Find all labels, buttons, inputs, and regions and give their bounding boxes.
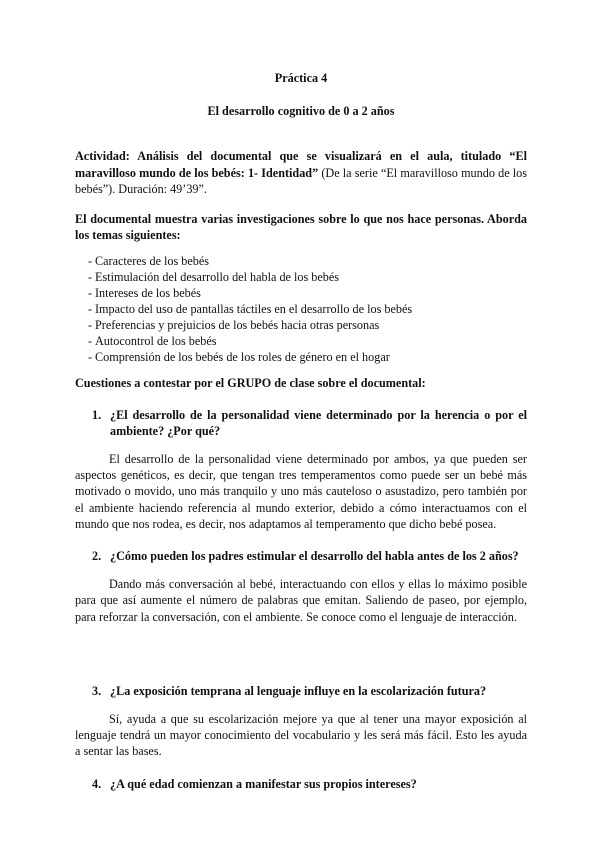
answer-3: Sí, ayuda a que su escolarización mejore ya que al tener una mayor exposición al lenguaje tendrá un mayor conocimiento del vocabulario y les será más fácil. Esto les ayuda a sentar las bases.	[75, 712, 527, 759]
list-item: - Estimulación del desarrollo del habla de los bebés	[88, 270, 340, 285]
list-item: - Autocontrol de los bebés	[88, 334, 217, 349]
topics-list	[75, 253, 527, 365]
list-item: - Caracteres de los bebés	[88, 254, 210, 269]
question-3	[75, 683, 527, 699]
question-text: ¿El desarrollo de la personalidad viene determinado por la herencia o por el ambiente? ¿Por qué?	[110, 407, 527, 438]
list-item: - Preferencias y prejuicios de los bebés hacia otras personas	[88, 318, 380, 333]
activity-paragraph	[75, 148, 527, 197]
question-text: ¿La exposición temprana al lenguaje influye en la escolarización futura?	[110, 683, 487, 698]
activity-detail: (De la serie “El maravilloso mundo de los bebés”). Duración: 49’39”.	[75, 165, 527, 196]
list-item: - Comprensión de los bebés de los roles de género en el hogar	[88, 350, 390, 365]
questions-heading: Cuestiones a contestar por el GRUPO de clase sobre el documental:	[75, 376, 426, 391]
list-marker: -	[88, 254, 93, 269]
list-marker: -	[88, 334, 93, 349]
list-marker: -	[88, 350, 93, 365]
activity-label: Actividad: Análisis del documental que se visualizará en el aula, titulado “El maravilloso mundo de los bebés: 1- Identidad”	[75, 149, 527, 180]
question-2	[75, 548, 527, 564]
list-marker: -	[88, 286, 93, 301]
intro-paragraph: El documental muestra varias investigaciones sobre lo que nos hace personas. Aborda los temas siguientes:	[75, 212, 527, 243]
question-number: 3.	[92, 683, 102, 698]
list-marker: -	[88, 270, 93, 285]
answer-1: El desarrollo de la personalidad viene determinado por ambos, ya que pueden ser aspectos genéticos, es decir, que tengan tres temperamentos como puede ser un bebé más motivado o movido, uno más tranquilo y uno más cauteloso o asustadizo, pero también por el ambiente haciendo referencia al mundo exterior, debido a cómo interactuamos con el mundo que nos rodea, es decir, nos adaptamos al temperamento que dicho bebé posea.	[75, 452, 527, 531]
question-number: 4.	[92, 776, 102, 791]
list-marker: -	[88, 318, 93, 333]
question-text: ¿Cómo pueden los padres estimular el desarrollo del habla antes de los 2 años?	[110, 549, 519, 564]
question-text: ¿A qué edad comienzan a manifestar sus propios intereses?	[110, 776, 417, 791]
question-1	[75, 407, 527, 439]
page-subtitle: El desarrollo cognitivo de 0 a 2 años	[207, 104, 395, 119]
list-item: - Intereses de los bebés	[88, 286, 201, 301]
list-marker: -	[88, 302, 93, 317]
question-4	[75, 776, 527, 792]
page-title: Práctica 4	[274, 71, 328, 85]
list-item: - Impacto del uso de pantallas táctiles en el desarrollo de los bebés	[88, 302, 413, 317]
question-number: 2.	[92, 549, 102, 564]
answer-2: Dando más conversación al bebé, interactuando con ellos y ellas lo máximo posible para que así aumente el número de palabras que emitan. Saliendo de paseo, por ejemplo, para reforzar la conversación, con el ambiente. Se conoce como el lenguaje de interacción.	[75, 577, 527, 624]
question-number: 1.	[92, 407, 102, 422]
